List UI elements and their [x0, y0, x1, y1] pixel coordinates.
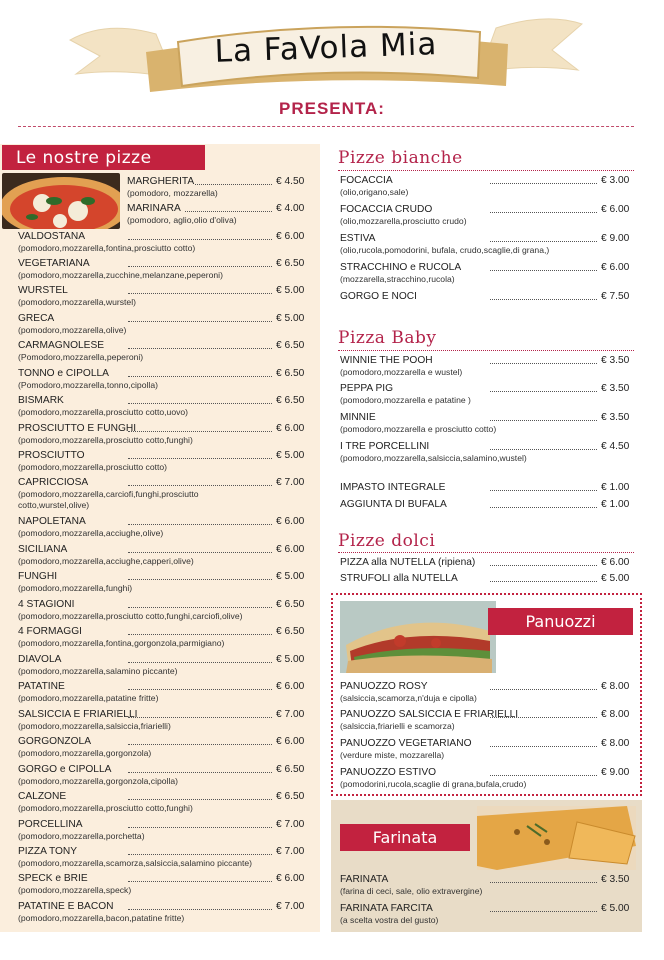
bianche-heading: Pizze bianche	[338, 148, 463, 168]
menu-item	[340, 355, 635, 378]
item-price: € 6.50	[276, 368, 305, 379]
price-leader	[128, 607, 272, 608]
item-price: € 5.00	[276, 654, 305, 665]
item-name: CARMAGNOLESE	[18, 340, 105, 351]
price-leader	[128, 634, 272, 635]
item-description: (Pomodoro,mozzarella,tonno,cipolla)	[18, 380, 158, 390]
item-price: € 5.00	[601, 903, 630, 914]
item-price: € 5.00	[276, 313, 305, 324]
item-name: GORGO E NOCI	[340, 291, 417, 302]
menu-item	[127, 203, 305, 226]
menu-item	[127, 176, 305, 199]
item-price: € 3.50	[601, 874, 630, 885]
menu-item	[18, 313, 305, 336]
price-leader	[128, 293, 272, 294]
item-description: (pomodoro,mozzarella,fontina,prosciutto cotto)	[18, 243, 196, 253]
menu-item	[18, 285, 305, 308]
price-leader	[128, 799, 272, 800]
item-price: € 3.50	[601, 383, 630, 394]
price-leader	[128, 717, 272, 718]
item-price: € 7.00	[276, 819, 305, 830]
menu-item	[18, 258, 305, 281]
menu-item	[340, 767, 635, 790]
price-leader	[185, 211, 272, 212]
price-leader	[490, 775, 597, 776]
item-name: FARINATA	[340, 874, 389, 885]
item-description: (pomodorini,rucola,scaglie di grana,bufala,crudo)	[340, 779, 527, 789]
item-price: € 8.00	[601, 709, 630, 720]
item-price: € 8.00	[601, 681, 630, 692]
menu-item	[340, 441, 635, 464]
price-leader	[128, 239, 272, 240]
menu-item	[18, 450, 305, 473]
menu-item	[340, 903, 635, 926]
item-name: PANUOZZO VEGETARIANO	[340, 738, 472, 749]
item-description: (pomodoro,mozzarella,acciughe,olive)	[18, 528, 164, 538]
item-price: € 5.00	[276, 450, 305, 461]
price-leader	[490, 581, 597, 582]
item-price: € 9.00	[601, 233, 630, 244]
item-description: (pomodoro,mozzarella,olive)	[18, 325, 127, 335]
price-leader	[128, 909, 272, 910]
panuozzo-photo	[340, 601, 496, 673]
header-divider	[18, 126, 634, 127]
item-price: € 1.00	[601, 499, 630, 510]
item-name: PANUOZZO ROSY	[340, 681, 428, 692]
price-leader	[490, 449, 597, 450]
baby-heading: Pizza Baby	[338, 328, 437, 348]
price-leader	[490, 565, 597, 566]
price-leader	[128, 524, 272, 525]
menu-item	[340, 681, 635, 704]
dolci-rule	[338, 552, 634, 553]
item-description: (pomodoro,mozzarella,wurstel)	[18, 297, 136, 307]
farinata-photo	[477, 806, 636, 870]
item-name: STRUFOLI alla NUTELLA	[340, 573, 458, 584]
item-description: (pomodoro,mozzarella,prosciutto cotto,funghi)	[18, 435, 193, 445]
item-price: € 6.00	[601, 204, 630, 215]
item-name: BISMARK	[18, 395, 64, 406]
item-description: (pomodoro,mozzarella e prosciutto cotto)	[340, 424, 497, 434]
menu-item	[18, 626, 305, 649]
item-price: € 6.00	[276, 681, 305, 692]
menu-item	[340, 204, 635, 227]
item-description: (pomodoro,mozzarella,funghi)	[18, 583, 133, 593]
price-leader	[128, 321, 272, 322]
price-leader	[128, 744, 272, 745]
price-leader	[490, 911, 597, 912]
farinata-heading: Farinata	[340, 824, 470, 851]
item-price: € 7.00	[276, 846, 305, 857]
price-leader	[490, 270, 597, 271]
item-price: € 4.50	[276, 176, 305, 187]
item-description: (salsiccia,scamorza,n'duja e cipolla)	[340, 693, 477, 703]
panuozzi-heading: Panuozzi	[488, 608, 633, 635]
price-leader	[128, 348, 272, 349]
item-price: € 7.00	[276, 709, 305, 720]
menu-item	[18, 544, 305, 567]
item-name: FUNGHI	[18, 571, 58, 582]
price-leader	[128, 266, 272, 267]
menu-item	[340, 874, 635, 897]
item-name: GRECA	[18, 313, 55, 324]
item-price: € 6.50	[276, 599, 305, 610]
item-name: CAPRICCIOSA	[18, 477, 89, 488]
item-name: DIAVOLA	[18, 654, 62, 665]
menu-item	[18, 736, 305, 759]
item-price: € 6.50	[276, 340, 305, 351]
item-description: (pomodoro,mozzarella,salamino piccante)	[18, 666, 178, 676]
price-leader	[490, 882, 597, 883]
price-leader	[490, 490, 597, 491]
item-name: PATATINE	[18, 681, 65, 692]
item-name: CALZONE	[18, 791, 67, 802]
price-leader	[490, 299, 597, 300]
price-leader	[128, 579, 272, 580]
price-leader	[128, 376, 272, 377]
item-name: VALDOSTANA	[18, 231, 85, 242]
item-description: (salsiccia,friarielli e scamorza)	[340, 721, 455, 731]
item-description: (pomodoro,mozzarella,speck)	[18, 885, 132, 895]
item-description: (pomodoro,mozzarella,salsiccia,salamino,wustel)	[340, 453, 527, 463]
price-leader	[128, 458, 272, 459]
price-leader	[128, 854, 272, 855]
menu-item	[18, 873, 305, 896]
item-name: NAPOLETANA	[18, 516, 86, 527]
price-leader	[490, 212, 597, 213]
item-description: (pomodoro,mozzarella,porchetta)	[18, 831, 145, 841]
item-description: (pomodoro,mozzarella e patatine )	[340, 395, 471, 405]
item-description: (pomodoro,mozzarella,prosciutto cotto,funghi,carciofi,olive)	[18, 611, 243, 621]
item-name: PORCELLINA	[18, 819, 83, 830]
menu-item	[340, 262, 635, 285]
item-price: € 6.50	[276, 395, 305, 406]
price-leader	[490, 391, 597, 392]
item-name: MINNIE	[340, 412, 376, 423]
item-price: € 5.00	[276, 571, 305, 582]
menu-item	[18, 764, 305, 787]
item-description: (pomodoro,mozzarella,prosciutto cotto,uovo)	[18, 407, 189, 417]
item-price: € 4.50	[601, 441, 630, 452]
item-description: (pomodoro,mozzarella,scamorza,salsiccia,salamino piccante)	[18, 858, 253, 868]
menu-item	[340, 233, 635, 256]
item-description: (Pomodoro,mozzarella,peperoni)	[18, 352, 144, 362]
price-leader	[128, 881, 272, 882]
item-price: € 6.50	[276, 764, 305, 775]
item-description: (olio,mozzarella,prosciutto crudo)	[340, 216, 467, 226]
item-name: PROSCIUTTO E FUNGHI	[18, 423, 137, 434]
item-description: (pomodoro,mozzarella,gorgonzola,cipolla)	[18, 776, 179, 786]
price-leader	[128, 431, 272, 432]
item-price: € 8.00	[601, 738, 630, 749]
item-price: € 4.00	[276, 203, 305, 214]
restaurant-name: La FaVola Mia	[214, 26, 438, 70]
menu-item	[18, 599, 305, 622]
item-description: (pomodoro,mozzarella,gorgonzola)	[18, 748, 152, 758]
item-price: € 9.00	[601, 767, 630, 778]
menu-item	[18, 231, 305, 254]
title-banner	[66, 12, 586, 96]
item-name: FOCACCIA	[340, 175, 393, 186]
item-price: € 3.50	[601, 412, 630, 423]
item-price: € 6.50	[276, 258, 305, 269]
menu-item	[340, 383, 635, 406]
item-description: (verdure miste, mozzarella)	[340, 750, 445, 760]
item-name: TONNO e CIPOLLA	[18, 368, 109, 379]
item-name: PATATINE E BACON	[18, 901, 114, 912]
item-name: PROSCIUTTO	[18, 450, 85, 461]
item-name: ESTIVA	[340, 233, 376, 244]
item-name: PEPPA PIG	[340, 383, 394, 394]
item-price: € 5.00	[276, 285, 305, 296]
menu-item	[340, 557, 635, 569]
item-price: € 6.50	[276, 791, 305, 802]
price-leader	[128, 827, 272, 828]
item-name: PANUOZZO ESTIVO	[340, 767, 437, 778]
menu-item	[18, 681, 305, 704]
menu-item	[340, 291, 635, 303]
item-price: € 3.50	[601, 355, 630, 366]
price-leader	[490, 507, 597, 508]
menu-item	[18, 516, 305, 539]
item-price: € 6.00	[601, 557, 630, 568]
item-price: € 5.00	[601, 573, 630, 584]
menu-item	[18, 571, 305, 594]
price-leader	[128, 403, 272, 404]
menu-item	[18, 791, 305, 814]
price-leader	[128, 485, 272, 486]
item-name: 4 STAGIONI	[18, 599, 75, 610]
item-name: SPECK e BRIE	[18, 873, 88, 884]
item-price: € 6.00	[276, 231, 305, 242]
item-name: PIZZA TONY	[18, 846, 78, 857]
menu-item	[340, 738, 635, 761]
item-name: I TRE PORCELLINI	[340, 441, 430, 452]
item-description: (pomodoro, aglio,olio d'oliva)	[127, 215, 237, 225]
menu-item	[340, 412, 635, 435]
item-name: STRACCHINO e RUCOLA	[340, 262, 462, 273]
item-price: € 6.00	[276, 516, 305, 527]
item-price: € 6.00	[276, 423, 305, 434]
item-name: IMPASTO INTEGRALE	[340, 482, 446, 493]
menu-item	[340, 709, 635, 732]
item-price: € 6.00	[276, 736, 305, 747]
item-name: SICILIANA	[18, 544, 68, 555]
item-name: WINNIE THE POOH	[340, 355, 433, 366]
item-description: (pomodoro,mozzarella,zucchine,melanzane,peperoni)	[18, 270, 223, 280]
menu-item	[340, 499, 635, 511]
bianche-rule	[338, 170, 634, 171]
menu-item	[18, 423, 305, 446]
item-name: PIZZA alla NUTELLA (ripiena)	[340, 557, 476, 568]
item-description: (pomodoro,mozzarella e wustel)	[340, 367, 463, 377]
menu-item	[340, 573, 635, 585]
item-description: (pomodoro, mozzarella)	[127, 188, 218, 198]
item-price: € 1.00	[601, 482, 630, 493]
item-price: € 7.00	[276, 477, 305, 488]
menu-item	[18, 901, 305, 924]
item-description: (pomodoro,mozzarella,patatine fritte)	[18, 693, 159, 703]
item-description: (pomodoro,mozzarella,prosciutto cotto,funghi)	[18, 803, 193, 813]
price-leader	[128, 552, 272, 553]
menu-item	[18, 709, 305, 732]
item-description: (mozzarella,stracchino,rucola)	[340, 274, 455, 284]
price-leader	[128, 689, 272, 690]
price-leader	[490, 689, 597, 690]
menu-item	[18, 846, 305, 869]
item-description: (a scelta vostra del gusto)	[340, 915, 439, 925]
item-description: (pomodoro,mozzarella,acciughe,capperi,olive)	[18, 556, 194, 566]
item-name: FOCACCIA CRUDO	[340, 204, 433, 215]
pizza-photo	[2, 173, 120, 229]
item-price: € 6.00	[276, 544, 305, 555]
item-name: VEGETARIANA	[18, 258, 90, 269]
item-name: AGGIUNTA DI BUFALA	[340, 499, 447, 510]
presenta-heading: PRESENTA:	[279, 99, 385, 118]
item-price: € 3.00	[601, 175, 630, 186]
price-leader	[128, 772, 272, 773]
item-name: PANUOZZO SALSICCIA E FRIARIELLI	[340, 709, 519, 720]
menu-item	[340, 482, 635, 494]
menu-item	[18, 819, 305, 842]
item-description: (pomodoro,mozzarella,carciofi,funghi,prosciutto cotto,wurstel,olive)	[18, 489, 199, 510]
item-name: GORGONZOLA	[18, 736, 92, 747]
price-leader	[490, 746, 597, 747]
item-description: (olio,rucola,pomodorini, bufala, crudo,scaglie,di grana,)	[340, 245, 550, 255]
price-leader	[195, 184, 272, 185]
item-description: (pomodoro,mozzarella,salsiccia,friarielli)	[18, 721, 171, 731]
item-name: MARINARA	[127, 203, 181, 214]
item-description: (farina di ceci, sale, olio extravergine)	[340, 886, 483, 896]
item-price: € 7.50	[601, 291, 630, 302]
price-leader	[490, 183, 597, 184]
item-description: (pomodoro,mozzarella,prosciutto cotto)	[18, 462, 168, 472]
item-name: MARGHERITA	[127, 176, 195, 187]
price-leader	[128, 662, 272, 663]
baby-rule	[338, 350, 634, 351]
menu-item	[18, 340, 305, 363]
item-price: € 6.50	[276, 626, 305, 637]
pizze-heading: Le nostre pizze	[2, 145, 205, 170]
dolci-heading: Pizze dolci	[338, 531, 436, 551]
item-name: SALSICCIA E FRIARIELLI	[18, 709, 138, 720]
price-leader	[490, 717, 597, 718]
item-price: € 6.00	[276, 873, 305, 884]
item-price: € 6.00	[601, 262, 630, 273]
menu-item	[18, 368, 305, 391]
item-name: FARINATA FARCITA	[340, 903, 433, 914]
menu-item	[18, 654, 305, 677]
item-name: WURSTEL	[18, 285, 68, 296]
price-leader	[490, 420, 597, 421]
item-description: (olio,origano,sale)	[340, 187, 409, 197]
item-name: 4 FORMAGGI	[18, 626, 82, 637]
item-price: € 7.00	[276, 901, 305, 912]
item-description: (pomodoro,mozzarella,bacon,patatine fritte)	[18, 913, 185, 923]
item-description: (pomodoro,mozzarella,fontina,gorgonzola,parmigiano)	[18, 638, 225, 648]
price-leader	[490, 241, 597, 242]
price-leader	[490, 363, 597, 364]
item-name: GORGO e CIPOLLA	[18, 764, 112, 775]
menu-item	[340, 175, 635, 198]
menu-item	[18, 395, 305, 418]
menu-item	[18, 477, 305, 510]
